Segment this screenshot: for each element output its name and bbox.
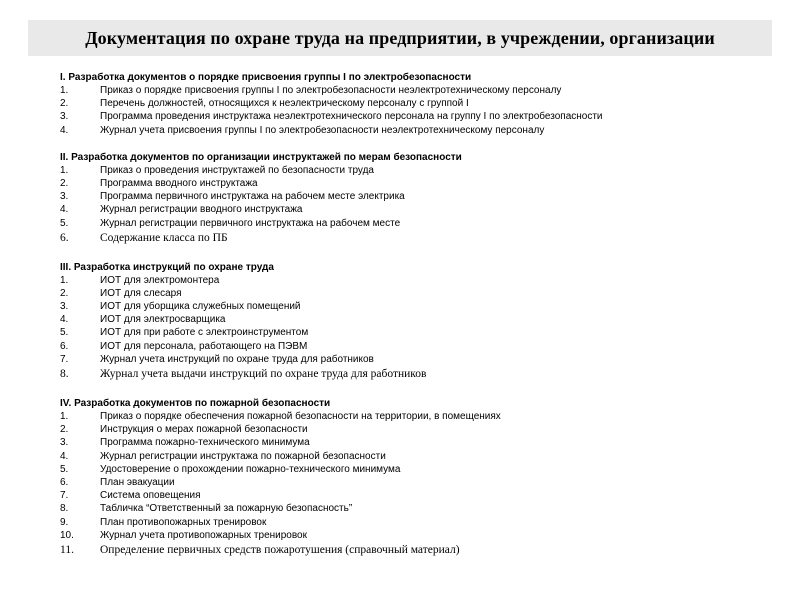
section-heading: III. Разработка инструкций по охране труда (60, 261, 274, 273)
item-text: Журнал регистрации первичного инструктажа на рабочем месте (100, 217, 401, 229)
item-number: 3. (60, 191, 69, 203)
item-number: 1. (60, 85, 69, 96)
item-number: 11. (60, 543, 74, 556)
item-number: 3. (60, 437, 69, 449)
item-number: 6. (60, 476, 69, 488)
list-item (60, 203, 780, 216)
item-text: Журнал учета присвоения группы I по электробезопасности неэлектротехническому персоналу (100, 124, 545, 136)
item-text: ИОТ для электромонтера (100, 274, 220, 286)
section-2 (60, 151, 780, 247)
item-number: 9. (60, 516, 69, 528)
list-item (60, 436, 780, 449)
item-text: Программа вводного инструктажа (100, 177, 258, 189)
list-item (60, 164, 780, 177)
document-body (60, 71, 780, 573)
item-number: 1. (60, 411, 69, 422)
list-item (60, 84, 780, 97)
item-text: ИОТ для при работе с электроинструментом (100, 327, 309, 339)
section-list (60, 164, 780, 247)
list-item (60, 516, 780, 529)
item-number: 1. (60, 164, 69, 176)
item-number: 6. (60, 231, 69, 244)
list-item (60, 542, 780, 559)
list-item (60, 190, 780, 203)
item-number: 2. (60, 177, 69, 189)
section-list (60, 84, 780, 137)
list-item (60, 476, 780, 489)
list-item (60, 274, 780, 287)
list-item (60, 353, 780, 366)
section-heading: IV. Разработка документов по пожарной безопасности (60, 398, 331, 409)
list-item (60, 300, 780, 313)
list-item (60, 450, 780, 463)
item-text: ИОТ для персонала, работающего на ПЭВМ (100, 340, 308, 352)
item-number: 8. (60, 368, 69, 380)
item-text: Содержание класса по ПБ (100, 231, 228, 244)
item-text: Приказ о порядке присвоения группы I по электробезопасности неэлектротехническому персоналу (100, 85, 562, 96)
item-text: Система оповещения (100, 490, 201, 502)
item-text: Перечень должностей, относящихся к неэлектрическому персоналу с группой I (100, 98, 469, 110)
item-text: Журнал регистрации вводного инструктажа (100, 204, 303, 216)
item-number: 7. (60, 353, 69, 365)
item-text: ИОТ для уборщика служебных помещений (100, 301, 301, 313)
section-3 (60, 261, 780, 383)
item-text: Программа первичного инструктажа на рабочем месте электрика (100, 191, 405, 203)
item-text: Журнал учета выдачи инструкций по охране труда для работников (100, 368, 427, 380)
list-item (60, 97, 780, 110)
item-text: План противопожарных тренировок (100, 516, 267, 528)
list-item (60, 287, 780, 300)
item-text: Программа пожарно-технического минимума (100, 437, 310, 449)
list-item (60, 217, 780, 230)
item-text: Журнал учета противопожарных тренировок (100, 529, 307, 541)
item-number: 5. (60, 463, 69, 475)
item-number: 4. (60, 450, 69, 462)
list-item (60, 326, 780, 339)
list-item (60, 489, 780, 502)
list-item (60, 529, 780, 542)
section-1 (60, 71, 780, 137)
item-number: 6. (60, 340, 69, 352)
section-list (60, 274, 780, 383)
item-number: 4. (60, 314, 69, 326)
list-item (60, 366, 780, 383)
item-text: Инструкция о мерах пожарной безопасности (100, 424, 308, 436)
item-text: Журнал регистрации инструктажа по пожарной безопасности (100, 450, 386, 462)
list-item (60, 423, 780, 436)
list-item (60, 124, 780, 137)
item-number: 4. (60, 124, 69, 136)
item-number: 2. (60, 287, 69, 299)
item-number: 7. (60, 490, 69, 502)
item-number: 10. (60, 529, 74, 541)
page-title: Документация по охране труда на предприятии, в учреждении, организации (85, 27, 715, 48)
item-text: Приказ о порядке обеспечения пожарной безопасности на территории, в помещениях (100, 411, 501, 422)
item-number: 5. (60, 327, 69, 339)
list-item (60, 502, 780, 515)
section-heading: II. Разработка документов по организации инструктажей по мерам безопасности (60, 151, 462, 163)
list-item (60, 110, 780, 123)
item-number: 2. (60, 98, 69, 110)
item-text: Журнал учета инструкций по охране труда для работников (100, 353, 374, 365)
item-number: 5. (60, 217, 69, 229)
item-text: Табличка “Ответственный за пожарную безопасность” (100, 503, 353, 515)
item-text: Удостоверение о прохождении пожарно-технического минимума (100, 463, 401, 475)
item-text: План эвакуации (100, 476, 175, 488)
list-item (60, 313, 780, 326)
item-text: ИОТ для электросварщика (100, 314, 226, 326)
list-item (60, 177, 780, 190)
item-number: 3. (60, 111, 69, 123)
item-text: Приказ о проведения инструктажей по безопасности труда (100, 164, 374, 176)
item-text: Программа проведения инструктажа неэлектротехнического персонала на группу I по электробезопасности (100, 111, 603, 123)
list-item (60, 410, 780, 423)
item-text: Определение первичных средств пожаротушения (справочный материал) (100, 543, 460, 556)
item-number: 3. (60, 301, 69, 313)
item-number: 2. (60, 424, 69, 436)
item-number: 4. (60, 204, 69, 216)
section-list (60, 410, 780, 559)
list-item (60, 340, 780, 353)
item-text: ИОТ для слесаря (100, 287, 182, 299)
section-4 (60, 397, 780, 559)
item-number: 1. (60, 274, 69, 286)
section-heading: I. Разработка документов о порядке присвоения группы I по электробезопасности (60, 72, 472, 83)
title-bar (28, 20, 772, 56)
item-number: 8. (60, 503, 69, 515)
list-item (60, 463, 780, 476)
list-item (60, 230, 780, 247)
